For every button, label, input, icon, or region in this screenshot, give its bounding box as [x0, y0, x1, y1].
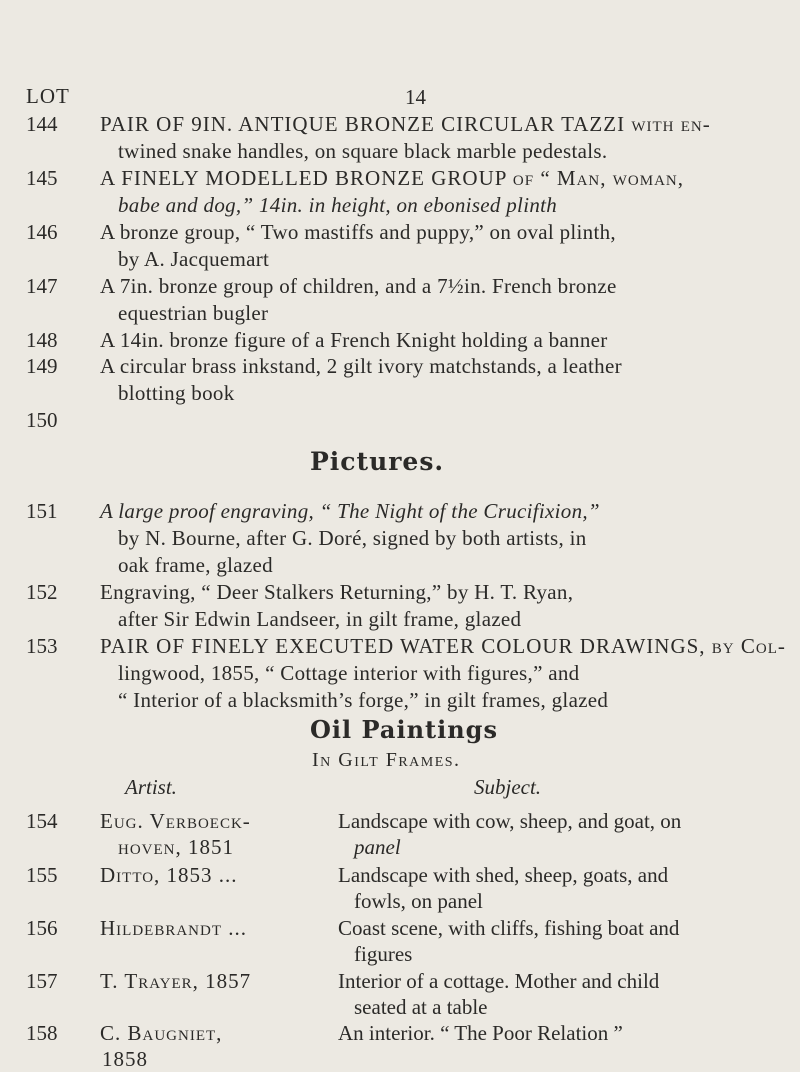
section-title-oil-paintings: Oil Paintings — [310, 715, 498, 744]
subject-line: Landscape with cow, sheep, and goat, on — [338, 809, 682, 833]
lot-description — [100, 633, 790, 714]
lot-description — [100, 111, 790, 165]
painting-artist — [100, 862, 325, 888]
subject-line: panel — [354, 835, 401, 859]
painting-artist — [100, 968, 325, 994]
description-line: oak frame, glazed — [118, 553, 273, 577]
description-line: A bronze group, “ Two mastiffs and puppy,” on oval plinth, — [100, 220, 616, 244]
artist-line: Hildebrandt ... — [100, 916, 247, 940]
section-title-pictures: Pictures. — [310, 447, 445, 476]
painting-subject — [338, 968, 793, 1020]
description-line: twined snake handles, on square black marble pedestals. — [118, 139, 608, 163]
subject-line: fowls, on panel — [354, 889, 483, 913]
page-number: 14 — [405, 85, 426, 109]
artist-column-heading: Artist. — [125, 775, 177, 799]
lot-description — [100, 165, 790, 219]
description-line: by A. Jacquemart — [118, 247, 270, 271]
subject-line: seated at a table — [354, 995, 488, 1019]
lot-description — [100, 327, 790, 354]
subject-line: An interior. “ The Poor Relation ” — [338, 1021, 623, 1045]
lot-number: 156 — [26, 916, 58, 940]
lot-number: 158 — [26, 1021, 58, 1045]
artist-line: Eug. Verboeck- — [100, 809, 251, 833]
artist-line: hoven, 1851 — [118, 835, 234, 859]
artist-line: T. Trayer, 1857 — [100, 969, 252, 993]
artist-line: Ditto, 1853 ... — [100, 863, 238, 887]
lot-description — [100, 498, 790, 579]
painting-subject — [338, 1020, 793, 1046]
description-line: A large proof engraving, “ The Night of the Crucifixion,” — [100, 499, 600, 523]
lot-description — [100, 353, 790, 407]
description-line: A FINELY MODELLED BRONZE GROUP of “ Man, woman, — [100, 166, 684, 190]
lot-number: 153 — [26, 634, 58, 658]
description-line: equestrian bugler — [118, 301, 269, 325]
lot-number: 157 — [26, 969, 58, 993]
description-line: PAIR OF 9IN. ANTIQUE BRONZE CIRCULAR TAZZI with en- — [100, 112, 711, 136]
painting-artist — [100, 1020, 325, 1072]
subject-line: figures — [354, 942, 413, 966]
subject-line: Landscape with shed, sheep, goats, and — [338, 863, 669, 887]
lot-number: 148 — [26, 328, 58, 352]
lot-description — [100, 273, 790, 327]
lot-number: 155 — [26, 863, 58, 887]
lot-column-header: LOT — [26, 84, 70, 108]
artist-line: 1858 — [102, 1047, 148, 1071]
lot-number: 144 — [26, 112, 58, 136]
painting-subject — [338, 808, 793, 860]
section-subtitle: In Gilt Frames. — [312, 749, 461, 771]
artist-line: C. Baugniet, — [100, 1021, 223, 1045]
lot-number: 154 — [26, 809, 58, 833]
subject-column-heading: Subject. — [474, 775, 542, 799]
subject-line: Interior of a cottage. Mother and child — [338, 969, 660, 993]
lot-description — [100, 579, 790, 633]
lot-description — [100, 219, 790, 273]
painting-subject — [338, 862, 793, 914]
description-line: blotting book — [118, 381, 235, 405]
painting-artist — [100, 808, 325, 860]
painting-artist — [100, 915, 325, 941]
lot-number: 145 — [26, 166, 58, 190]
lot-number: 152 — [26, 580, 58, 604]
lot-number: 147 — [26, 274, 58, 298]
description-line: A 7in. bronze group of children, and a 7½in. French bronze — [100, 274, 617, 298]
description-line: A circular brass inkstand, 2 gilt ivory matchstands, a leather — [100, 354, 622, 378]
description-line: “ Interior of a blacksmith’s forge,” in gilt frames, glazed — [118, 688, 609, 712]
lot-number: 146 — [26, 220, 58, 244]
description-line: lingwood, 1855, “ Cottage interior with figures,” and — [118, 661, 580, 685]
description-line: after Sir Edwin Landseer, in gilt frame, glazed — [118, 607, 522, 631]
lot-number: 149 — [26, 354, 58, 378]
lot-number: 150 — [26, 408, 58, 432]
description-line: Engraving, “ Deer Stalkers Returning,” by H. T. Ryan, — [100, 580, 574, 604]
painting-subject — [338, 915, 793, 967]
description-line: babe and dog,” 14in. in height, on ebonised plinth — [118, 193, 558, 217]
lot-number: 151 — [26, 499, 58, 523]
description-line: PAIR OF FINELY EXECUTED WATER COLOUR DRAWINGS, by Col- — [100, 634, 786, 658]
description-line: A 14in. bronze figure of a French Knight holding a banner — [100, 328, 608, 352]
subject-line: Coast scene, with cliffs, fishing boat and — [338, 916, 680, 940]
description-line: by N. Bourne, after G. Doré, signed by both artists, in — [118, 526, 587, 550]
